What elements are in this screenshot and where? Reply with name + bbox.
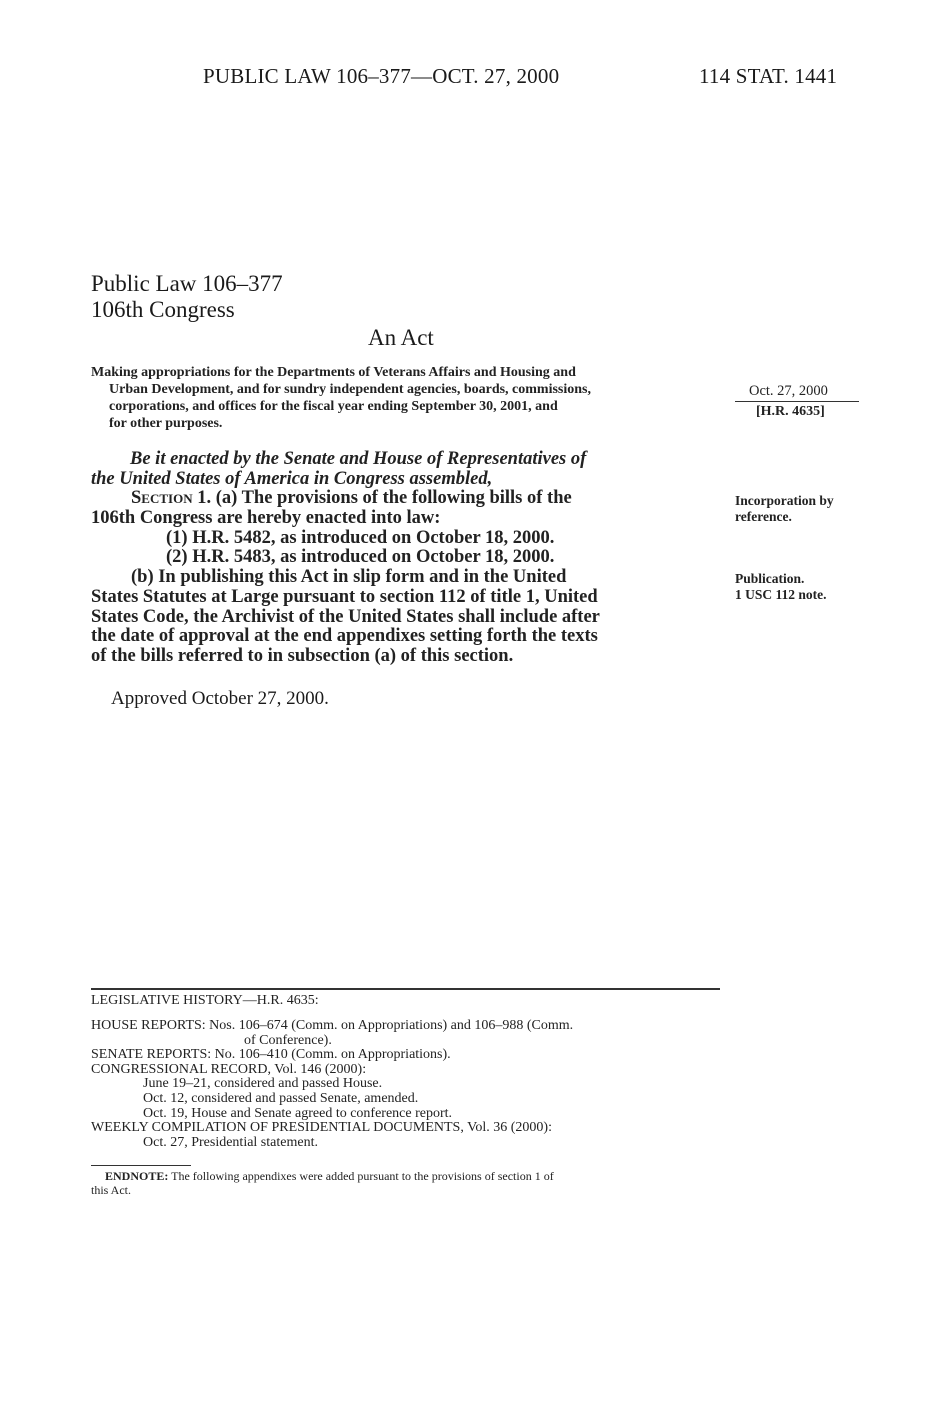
endnote-text: The following appendixes were added pursuant to the provisions of section 1 of xyxy=(168,1169,554,1183)
purpose-paragraph xyxy=(91,364,591,432)
list-item-1: (1) H.R. 5482, as introduced on October 18, 2000. xyxy=(166,527,555,548)
margin-line: Incorporation by xyxy=(735,493,834,508)
purpose-line: corporations, and offices for the fiscal year ending September 30, 2001, and xyxy=(109,399,558,414)
an-act-heading: An Act xyxy=(368,325,434,350)
list-item-2: (2) H.R. 5483, as introduced on October 18, 2000. xyxy=(166,547,555,568)
section-b-line: of the bills referred to in subsection (a) of this section. xyxy=(91,646,514,667)
section-b-line: (b) In publishing this Act in slip form and in the United xyxy=(131,567,567,587)
legislative-history-heading: LEGISLATIVE HISTORY—H.R. 4635: xyxy=(91,993,319,1008)
history-line: HOUSE REPORTS: Nos. 106–674 (Comm. on Appropriations) and 106–988 (Comm. xyxy=(91,1018,574,1033)
section-b-line: States Code, the Archivist of the United States shall include after xyxy=(91,606,600,627)
section-1-a xyxy=(91,489,572,568)
section-a-text-cont: 106th Congress are hereby enacted into law: xyxy=(91,507,441,528)
margin-publication-note xyxy=(735,571,827,603)
margin-line: reference. xyxy=(735,509,792,524)
section-1-b xyxy=(91,568,600,667)
margin-line: 1 USC 112 note. xyxy=(735,587,827,602)
congress-title: 106th Congress xyxy=(91,297,235,322)
history-line: June 19–21, considered and passed House. xyxy=(143,1076,383,1092)
endnote-label: ENDNOTE: xyxy=(105,1169,169,1183)
margin-bill-number: [H.R. 4635] xyxy=(756,404,825,419)
approved-date: Approved October 27, 2000. xyxy=(111,688,329,709)
margin-date: Oct. 27, 2000 xyxy=(749,383,828,399)
legislative-history-rule xyxy=(91,988,720,990)
endnote-text-cont: this Act. xyxy=(91,1183,132,1197)
legislative-history xyxy=(91,1019,573,1150)
purpose-line: Making appropriations for the Departments of Veterans Affairs and Housing and xyxy=(91,365,576,380)
section-b-line: States Statutes at Large pursuant to section 112 of title 1, United xyxy=(91,586,598,607)
running-header-page: 114 STAT. 1441 xyxy=(699,64,838,88)
history-line: Oct. 19, House and Senate agreed to conference report. xyxy=(143,1105,453,1121)
section-b-line: the date of approval at the end appendixes setting forth the texts xyxy=(91,626,598,647)
history-line: of Conference). xyxy=(244,1032,332,1048)
history-line: SENATE REPORTS: No. 106–410 (Comm. on Appropriations). xyxy=(91,1047,451,1063)
history-line: Oct. 27, Presidential statement. xyxy=(143,1134,318,1150)
enacting-line: the United States of America in Congress assembled, xyxy=(91,468,493,489)
margin-rule xyxy=(735,401,859,402)
history-line: WEEKLY COMPILATION OF PRESIDENTIAL DOCUMENTS, Vol. 36 (2000): xyxy=(91,1120,552,1136)
section-label: Section xyxy=(131,488,193,508)
purpose-line: for other purposes. xyxy=(109,416,223,431)
margin-line: Publication. xyxy=(735,571,805,586)
section-a-text: 1. (a) The provisions of the following bills of the xyxy=(192,488,572,508)
margin-incorporation-note xyxy=(735,493,834,525)
history-line: Oct. 12, considered and passed Senate, amended. xyxy=(143,1090,419,1106)
history-line: CONGRESSIONAL RECORD, Vol. 146 (2000): xyxy=(91,1061,367,1077)
purpose-line: Urban Development, and for sundry independent agencies, boards, commissions, xyxy=(109,382,592,397)
endnote-rule xyxy=(91,1165,191,1166)
public-law-title: Public Law 106–377 xyxy=(91,271,283,296)
enacting-line: Be it enacted by the Senate and House of Representatives of xyxy=(130,449,587,469)
enacting-clause xyxy=(91,450,586,490)
endnote xyxy=(91,1169,554,1197)
running-header-citation: PUBLIC LAW 106–377—OCT. 27, 2000 xyxy=(203,64,560,88)
